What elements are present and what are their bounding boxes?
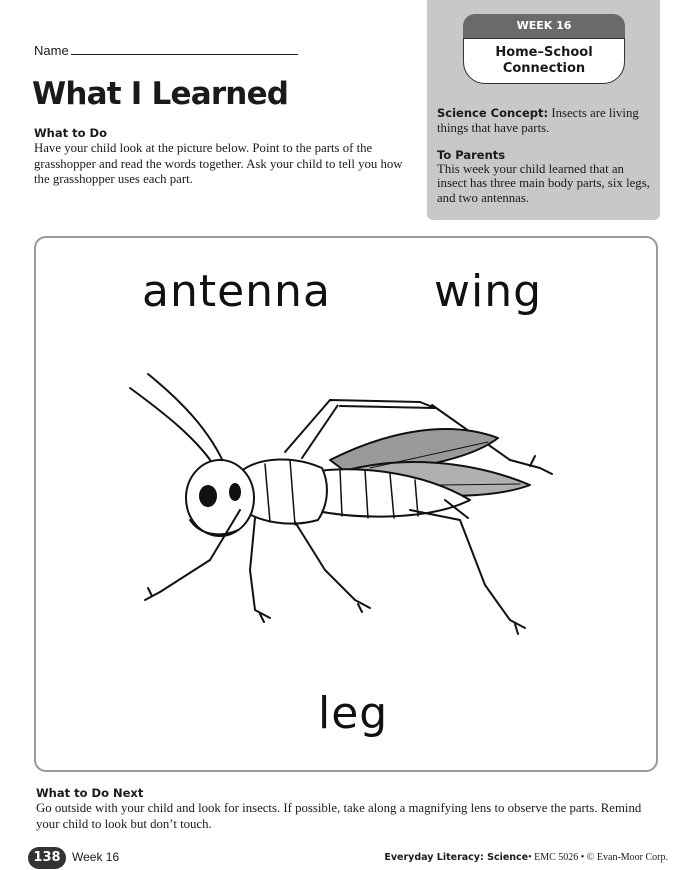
label-antenna: antenna [142, 266, 331, 317]
week-badge [463, 14, 625, 84]
home-school-panel [427, 0, 660, 220]
week-label: WEEK 16 [463, 14, 625, 38]
home-school-title-line1: Home–School [495, 45, 593, 60]
home-school-title [463, 38, 625, 84]
what-to-do-section [34, 126, 419, 188]
label-wing: wing [434, 266, 543, 317]
name-underline[interactable] [71, 54, 298, 55]
science-concept [437, 106, 655, 136]
to-parents-text: This week your child learned that an insect has three main body parts, six legs, and two antennas. [437, 161, 650, 206]
science-concept-label: Science Concept: [437, 106, 549, 120]
to-parents-label: To Parents [437, 147, 506, 162]
name-label: Name [34, 43, 69, 58]
science-concept-text: Insects are living things that have parts. [437, 106, 639, 135]
grasshopper-illustration [90, 360, 590, 650]
what-to-do-text: Have your child look at the picture below. Point to the parts of the grasshopper and read the words together. Ask your child to tell you how the grasshopper uses each part. [34, 141, 403, 186]
footer-credit [384, 852, 668, 863]
label-leg: leg [318, 688, 389, 739]
panel-body [437, 106, 655, 206]
footer-week: Week 16 [72, 850, 120, 864]
name-field[interactable] [34, 40, 298, 58]
page-number: 138 [28, 847, 66, 869]
page-title: What I Learned [32, 76, 289, 112]
what-to-do-next-heading: What to Do Next [36, 786, 144, 800]
to-parents [437, 148, 655, 206]
footer-credit-text: • EMC 5026 • © Evan-Moor Corp. [528, 852, 668, 863]
home-school-title-line2: Connection [502, 61, 586, 76]
footer-series: Everyday Literacy: Science [384, 852, 529, 863]
what-to-do-next-text: Go outside with your child and look for insects. If possible, take along a magnifying lens to observe the parts. Remind your child to look but don’t touch. [36, 801, 642, 831]
what-to-do-heading: What to Do [34, 126, 107, 140]
what-to-do-next-section [36, 786, 656, 832]
page-footer [28, 847, 668, 869]
